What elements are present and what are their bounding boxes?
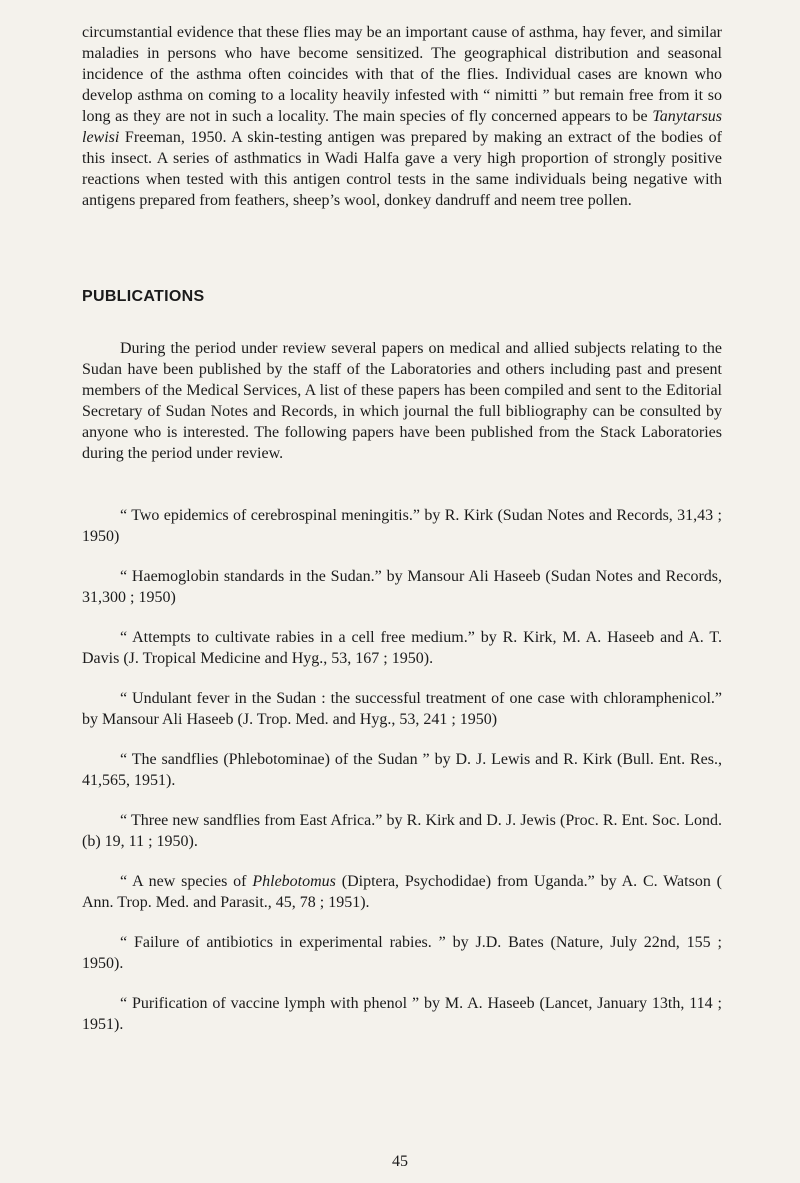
publication-item: “ Undulant fever in the Sudan : the successful treatment of one case with chloramphenicol.” by Mansour Ali Haseeb (J. Trop. Med. and Hyg., 53, 241 ; 1950): [82, 690, 722, 728]
publication-text: “ A new species of: [120, 873, 253, 890]
publication-item: “ Purification of vaccine lymph with phenol ” by M. A. Haseeb (Lancet, January 13th, 114 ; 1951).: [82, 995, 722, 1033]
genus-name: Phlebotomus: [252, 873, 336, 890]
intro-text-end: Freeman, 1950. A skin-testing antigen was prepared by making an extract of the bodies of this insect. A series of asthmatics in Wadi Halfa gave a very high proportion of strongly positive reactions when tested with this antigen control tests in the same individuals being negative with antigens prepared from feathers, sheep’s wool, donkey dandruff and neem tree pollen.: [82, 129, 722, 209]
publication-text: (Diptera, Psychodidae) from Uganda.” by A. C. Watson ( Ann. Trop. Med. and Parasit., 45, 78 ; 1951).: [82, 873, 722, 911]
intro-species-name: Tanytarsus lewisi: [82, 108, 723, 146]
publication-item: “ Attempts to cultivate rabies in a cell free medium.” by R. Kirk, M. A. Haseeb and A. T. Davis (J. Tropical Medicine and Hyg., 53, 167 ; 1950).: [82, 629, 722, 667]
publication-list: [82, 505, 722, 1054]
publication-item: “ Three new sandflies from East Africa.” by R. Kirk and D. J. Jewis (Proc. R. Ent. Soc. Lond. (b) 19, 11 ; 1950).: [82, 812, 722, 850]
publication-item: “ Two epidemics of cerebrospinal meningitis.” by R. Kirk (Sudan Notes and Records, 31,43 ; 1950): [82, 507, 722, 545]
publication-item: “ Haemoglobin standards in the Sudan.” by Mansour Ali Haseeb (Sudan Notes and Records, 31,300 ; 1950): [82, 568, 722, 606]
page-number: 45: [392, 1153, 408, 1170]
intro-text: circumstantial evidence that these flies may be an important cause of asthma, hay fever, and similar maladies in persons who have become sensitized. The geographical distribution and seasonal incidence of the asthma often coincides with that of the flies. Individual cases are known who develop asthma on coming to a locality heavily infested with “ nimitti ” but remain free from it so long as they are not in such a locality. The main species of fly concerned appears to be: [82, 24, 722, 125]
publications-intro-paragraph: During the period under review several papers on medical and allied subjects relating to the Sudan have been published by the staff of the Laboratories and others including past and present members of the Medical Services, A list of these papers has been compiled and sent to the Editorial Secretary of Sudan Notes and Records, in which journal the full bibliography can be consulted by anyone who is interested. The following papers have been published from the Stack Laboratories during the period under review.: [82, 340, 722, 462]
publication-item: “ The sandflies (Phlebotominae) of the Sudan ” by D. J. Lewis and R. Kirk (Bull. Ent. Res., 41,565, 1951).: [82, 751, 722, 789]
intro-paragraph: [82, 22, 722, 211]
section-heading: PUBLICATIONS: [82, 288, 205, 305]
publication-item: [82, 871, 722, 913]
publication-item: “ Failure of antibiotics in experimental rabies. ” by J.D. Bates (Nature, July 22nd, 155 ; 1950).: [82, 934, 722, 972]
